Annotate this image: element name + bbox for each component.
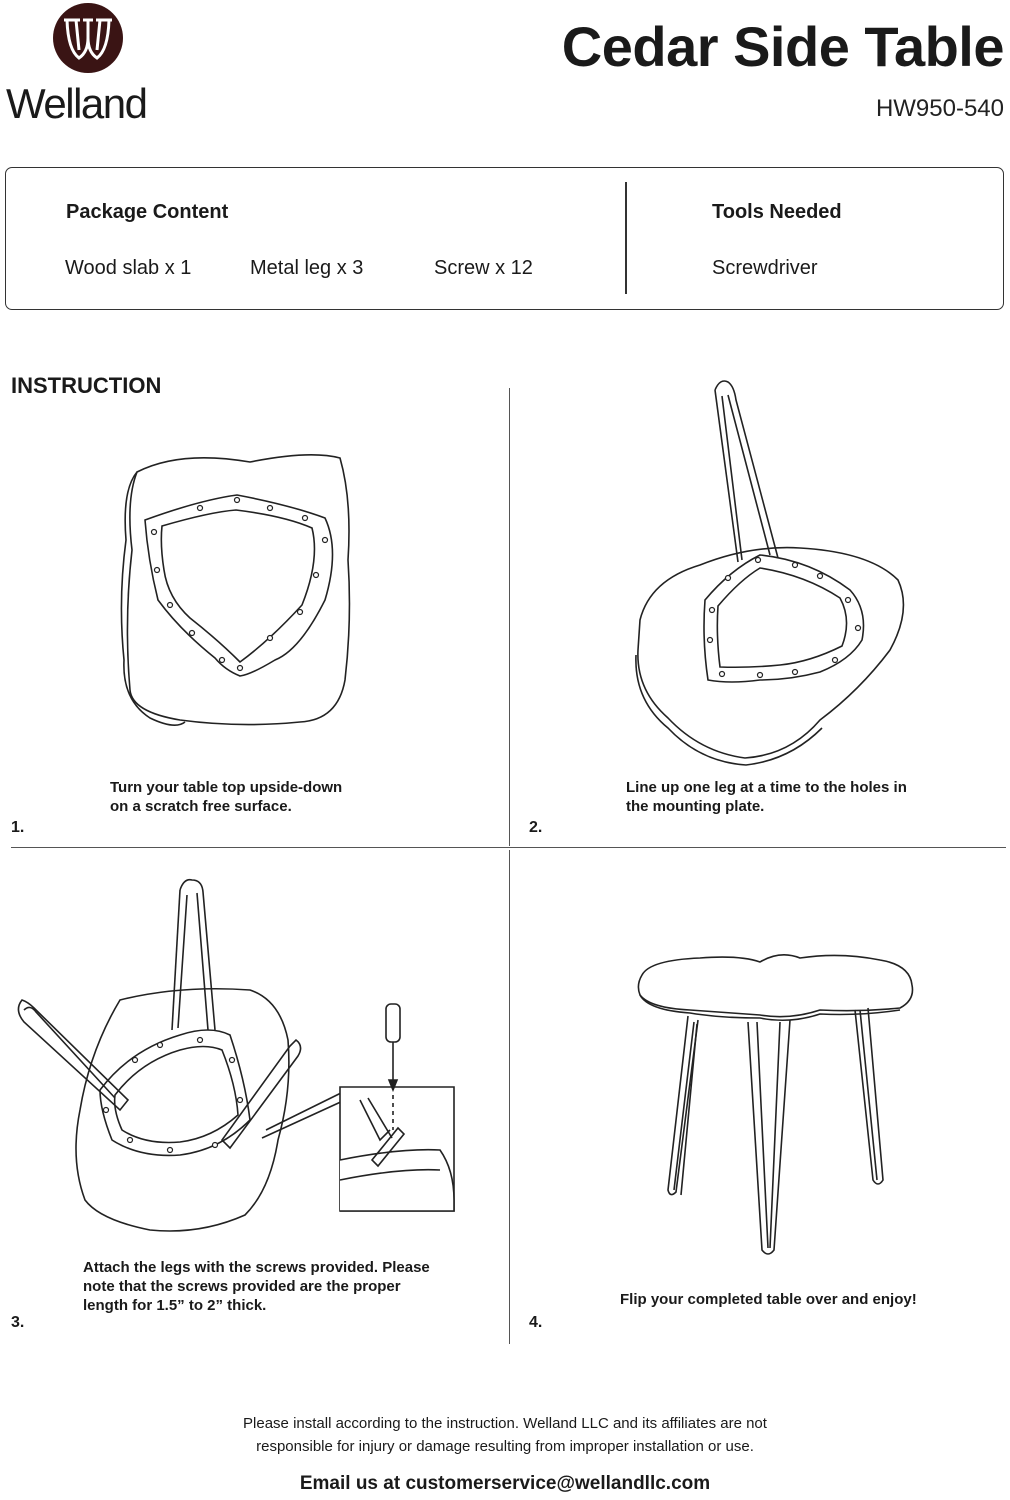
step-4-number: 4. xyxy=(529,1314,543,1331)
package-item-screw: Screw x 12 xyxy=(434,257,533,279)
model-number: HW950-540 xyxy=(875,95,1004,122)
leg-alignment-icon xyxy=(636,381,904,765)
disclaimer-line: responsible for injury or damage resulting from improper installation or use. xyxy=(256,1438,754,1455)
step-3-number: 3. xyxy=(11,1314,25,1331)
package-item-wood-slab: Wood slab x 1 xyxy=(65,257,192,279)
step-1-number: 1. xyxy=(11,819,25,836)
attach-legs-screwdriver-icon xyxy=(18,880,454,1231)
step-3-text-line: Attach the legs with the screws provided. Please xyxy=(83,1259,430,1276)
instruction-heading: INSTRUCTION xyxy=(11,373,162,398)
tool-item-screwdriver: Screwdriver xyxy=(712,257,818,279)
package-item-metal-leg: Metal leg x 3 xyxy=(250,257,364,279)
step-4-text xyxy=(620,1290,917,1309)
table-top-upside-down-icon xyxy=(121,455,349,725)
step-4-text-line: Flip your completed table over and enjoy! xyxy=(620,1291,917,1308)
disclaimer xyxy=(0,1412,1010,1458)
package-content-heading: Package Content xyxy=(66,201,229,223)
step-3-text-line: length for 1.5” to 2” thick. xyxy=(83,1297,267,1314)
contact-email: Email us at customerservice@wellandllc.com xyxy=(299,1473,711,1494)
page-title: Cedar Side Table xyxy=(561,15,1004,78)
step-2-text xyxy=(626,778,907,816)
step-1-text-line: Turn your table top upside-down xyxy=(110,779,343,796)
brand-name: Welland xyxy=(6,80,147,127)
disclaimer-line: Please install according to the instruction. Welland LLC and its affiliates are not xyxy=(243,1415,767,1432)
step-2-text-line: the mounting plate. xyxy=(626,798,765,815)
step-3-text-line: note that the screws provided are the proper xyxy=(83,1278,401,1295)
step-3-text xyxy=(83,1258,430,1315)
tools-needed-heading: Tools Needed xyxy=(712,201,842,223)
step-1-text-line: on a scratch free surface. xyxy=(110,798,292,815)
step-2-number: 2. xyxy=(529,819,543,836)
step-1-text xyxy=(110,778,342,816)
completed-table-icon xyxy=(638,955,912,1254)
step-2-text-line: Line up one leg at a time to the holes in xyxy=(626,779,907,796)
